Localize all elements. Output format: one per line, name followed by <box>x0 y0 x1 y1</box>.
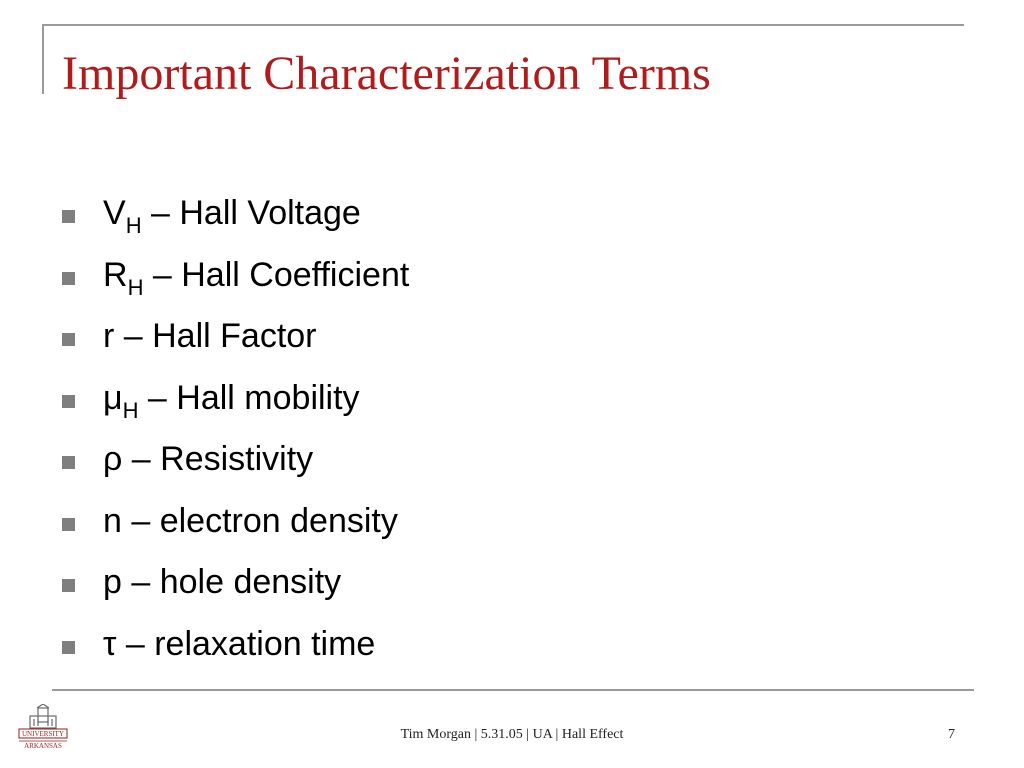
top-frame-line <box>42 24 964 26</box>
term-description: – hole density <box>121 563 342 602</box>
term-symbol: ρ <box>103 440 123 479</box>
term-symbol: τ <box>103 624 117 663</box>
square-bullet-icon <box>62 579 75 592</box>
square-bullet-icon <box>62 272 75 285</box>
slide-title: Important Characterization Terms <box>62 47 711 100</box>
square-bullet-icon <box>62 456 75 469</box>
square-bullet-icon <box>62 518 75 531</box>
term-symbol: μ <box>103 378 123 417</box>
term-description: – Hall Coefficient <box>143 255 410 294</box>
page-number: 7 <box>948 727 955 742</box>
bullet-item-hall-coefficient <box>62 245 409 307</box>
square-bullet-icon <box>62 333 75 346</box>
bullet-item-hall-voltage <box>62 183 409 245</box>
term-description: – Hall Voltage <box>141 194 361 233</box>
left-frame-line <box>42 24 44 94</box>
term-description: – relaxation time <box>116 624 376 663</box>
square-bullet-icon <box>62 210 75 223</box>
term-description: – Resistivity <box>122 440 314 479</box>
bullet-item-resistivity <box>62 429 409 491</box>
term-symbol: r <box>103 317 115 356</box>
term-symbol: R <box>103 255 128 294</box>
term-symbol: p <box>103 563 122 602</box>
square-bullet-icon <box>62 395 75 408</box>
square-bullet-icon <box>62 641 75 654</box>
term-description: – Hall mobility <box>138 378 360 417</box>
term-description: – Hall Factor <box>114 317 317 356</box>
logo-text-university: UNIVERSITY <box>22 730 64 738</box>
bullet-item-hall-mobility <box>62 368 409 430</box>
bullet-item-electron-density <box>62 491 409 553</box>
term-symbol: n <box>103 501 122 540</box>
bullet-item-relaxation-time <box>62 614 409 676</box>
bullet-item-hole-density <box>62 552 409 614</box>
logo-text-arkansas: ARKANSAS <box>24 742 62 750</box>
bullet-list <box>62 183 409 675</box>
footer-text: Tim Morgan | 5.31.05 | UA | Hall Effect <box>400 727 624 742</box>
term-subscript: H <box>122 397 139 423</box>
term-symbol: V <box>103 194 126 233</box>
footer-rule <box>52 689 974 691</box>
term-subscript: H <box>125 213 142 239</box>
term-subscript: H <box>127 274 144 300</box>
term-description: – electron density <box>121 501 398 540</box>
bullet-item-hall-factor <box>62 306 409 368</box>
